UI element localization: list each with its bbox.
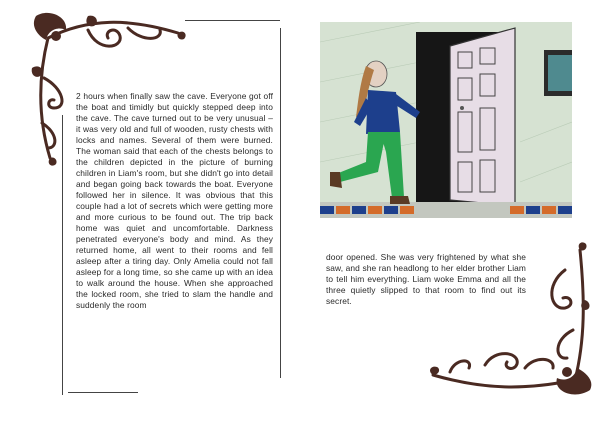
story-illustration xyxy=(320,22,572,218)
corner-ornament-bottom-right xyxy=(425,240,595,400)
right-rule xyxy=(280,28,281,378)
right-page xyxy=(300,0,600,424)
top-rule xyxy=(185,20,280,21)
right-page-paragraph: door opened. She was very frightened by what she saw, and she ran headlong to her elder brother Liam to tell him everything. Liam woke Emma and all the three quietly slipped to that room to find out its secret. xyxy=(326,252,526,306)
bottom-rule xyxy=(68,392,138,393)
left-page-paragraph: 2 hours when finally saw the cave. Everyone got off the boat and timidly but quickly stepped deep into the cave. The cave turned out to be very unusual – it was very old and full of wooden, rusty chests with locks and names. Several of them were burned. The woman said that each of the chests belongs to the children depicted in the picture of burning children in Liam's room, but she didn't go into detail and began going back towards the boat. Everyone followed her in silence. It was obvious that this couple had a lot of secrets which were getting more and more curious to be found out. The trip back home was quiet and uncomfortable. Darkness penetrated everyone's body and mind. As they returned home, all went to their rooms and fell asleep after a tiring day. Only Amelia could not fall asleep for a long time, so she came up with an idea to walk around the house. When she approached the locked room, she tried to slam the handle and suddenly the room xyxy=(76,91,273,310)
